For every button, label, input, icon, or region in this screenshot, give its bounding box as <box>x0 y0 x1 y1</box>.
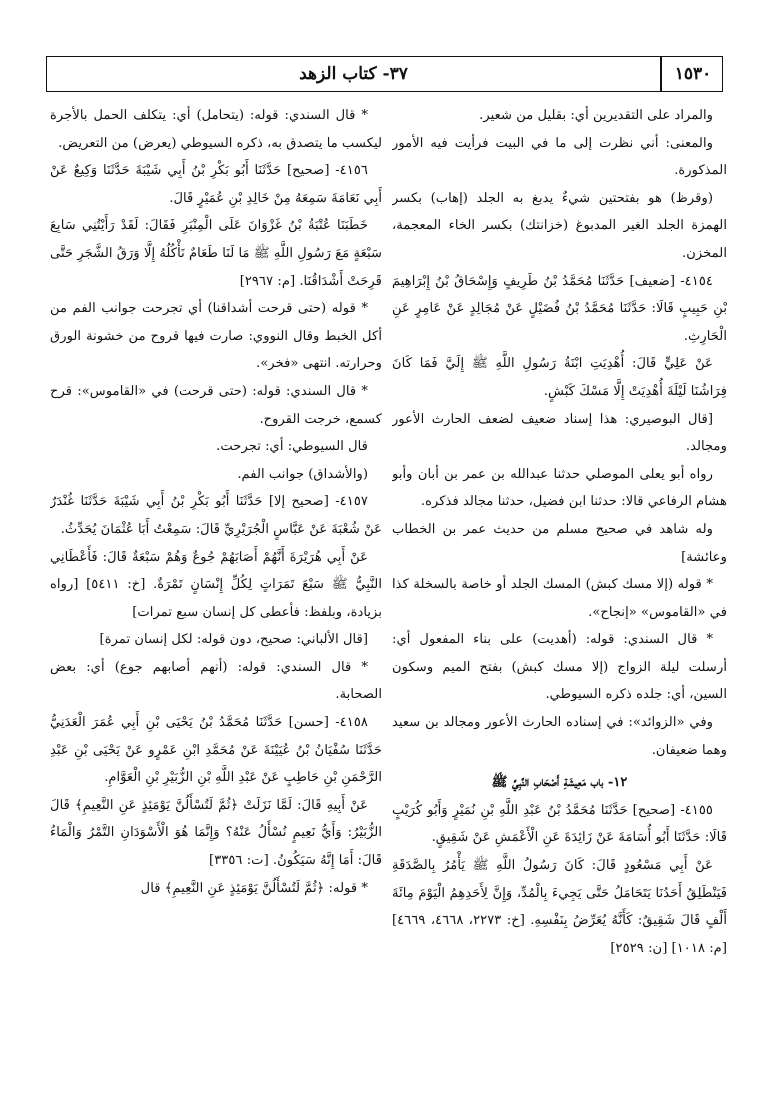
hadith-text: عَنْ أَبِي هُرَيْرَةَ أَنَّهُمْ أَصَابَهُمْ جُوعٌ وَهُمْ سَبْعَةٌ قَالَ: فَأَعْطَانِي النَّبِيُّ ﷺ سَبْعَ تَمَرَاتٍ لِكُلِّ إِنْسَانٍ تَمْرَةٌ. [خ: ٥٤١١] [رواه بزيادة، وبلفظ: فأعطى كل إنسان سبع تمرات] <box>50 549 382 620</box>
commentary: وفي «الزوائد»: في إسناده الحارث الأعور ومجالد بن سعيد وهما ضعيفان. <box>392 715 727 758</box>
hadith-text: عَنْ عَلِيٍّ قَالَ: أُهْدِيَتِ ابْنَةُ رَسُولِ اللَّهِ ﷺ إِلَيَّ فَمَا كَانَ فِرَاشُنَا لَيْلَةَ أُهْدِيَتْ إِلَّا مَسْكَ كَبْشٍ. <box>392 356 727 399</box>
commentary: * قال السندي: قوله: (أهديت) على بناء المفعول أي: أرسلت ليلة الزواج (إلا مسك كبش) بفتح الميم وسكون السين، أي: جلده ذكره السيوطي. <box>392 632 727 703</box>
commentary: * قال السندي: قوله: (حتى قرحت) في «القاموس»: قرح كسمع، خرجت القروح. <box>50 383 382 427</box>
right-column <box>392 102 727 1102</box>
paragraph: (وقرظ) هو بفتحتين شيءٌ يدبغ به الجلد (إهاب) بكسر الهمزة الجلد الغير المدبوغ (خزانتك) بكسر الخاء المعجمة، المخزن. <box>392 190 727 261</box>
header-divider <box>660 57 662 91</box>
commentary: قال السيوطي: أي: تجرحت. <box>216 439 368 455</box>
commentary: * قال السندي: قوله: (يتحامل) أي: يتكلف الحمل بالأجرة ليكسب ما يتصدق به، ذكره السيوطي (يعرض) من التعريض. <box>50 108 382 151</box>
chapter-heading: ١٢- باب مَعِيشَةِ أَصْحَابِ النَّبِيِّ ﷺ <box>491 775 628 791</box>
paragraph: رواه أبو يعلى الموصلي حدثنا عبدالله بن عمر بن أبان وأبو هشام الرفاعي قالا: حدثنا ابن فضيل، حدثنا مجالد فذكره. <box>392 466 727 510</box>
paragraph: والمراد على التقديرين أي: بقليل من شعير. <box>479 108 713 123</box>
paragraph: [قال البوصيري: هذا إسناد ضعيف لضعف الحارث الأعور ومجالد. <box>392 411 727 455</box>
hadith-text: عَنْ أَبِي مَسْعُودٍ قَالَ: كَانَ رَسُولُ اللَّهِ ﷺ يَأْمُرُ بِالصَّدَقَةِ فَيَنْطَلِقُ أَحَدُنَا يَتَحَامَلُ حَتَّى يَجِيءَ بِالْمُدِّ، وَإِنَّ لِأَحَدِهِمُ الْيَوْمَ مِائَةَ أَلْفٍ قَالَ شَقِيقٌ: كَأَنَّهُ يُعَرِّضُ بِنَفْسِهِ. [خ: ٢٢٧٣، ٤٦٦٨، ٤٦٦٩] [م: ١٠١٨] [ن: ٢٥٢٩] <box>392 858 727 956</box>
hadith-text: عَنْ أَبِيهِ قَالَ: لَمَّا نَزَلَتْ ﴿ثُمَّ لَتُسْأَلُنَّ يَوْمَئِذٍ عَنِ النَّعِيمِ﴾ قَالَ الزُّبَيْرُ: وَأَيُّ نَعِيمٍ نُسْأَلُ عَنْهُ؟ وَإِنَّمَا هُوَ الْأَسْوَدَانِ التَّمْرُ وَالْمَاءُ قَالَ: أَمَا إِنَّهُ سَيَكُونُ. [ت: ٣٣٥٦] <box>50 797 382 869</box>
paragraph: وله شاهد في صحيح مسلم من حديث عمر بن الخطاب وعائشة] <box>392 521 727 565</box>
hadith-chain: ٤١٥٦- [صحيح] حَدَّثَنَا أَبُو بَكْرِ بْنُ أَبِي شَيْبَةَ حَدَّثَنَا وَكِيعٌ عَنْ أَبِي نَعَامَةَ سَمِعَهُ مِنْ خَالِدِ بْنِ عُمَيْرٍ قَالَ. <box>50 163 382 206</box>
hadith-chain: ٤١٥٨- [حسن] حَدَّثَنَا مُحَمَّدُ بْنُ يَحْيَى بْنِ أَبِي عُمَرَ الْعَدَنِيُّ حَدَّثَنَا سُفْيَانُ بْنُ عُيَيْنَةَ عَنْ مُحَمَّدِ ابْنِ عَمْرٍو عَنْ يَحْيَى بْنِ عَبْدِ الرَّحْمَنِ بْنِ حَاطِبٍ عَنْ عَبْدِ اللَّهِ بْنِ الزُّبَيْرِ بْنِ الْعَوَّامِ. <box>50 715 382 786</box>
book-title: ٣٧- كتاب الزهد <box>299 64 408 84</box>
hadith-chain: ٤١٥٧- [صحيح إلا] حَدَّثَنَا أَبُو بَكْرِ بْنُ أَبِي شَيْبَةَ حَدَّثَنَا غُنْدَرٌ عَنْ شُعْبَةَ عَنْ عَبَّاسٍ الْجُرَيْرِيِّ قَالَ: سَمِعْتُ أَبَا عُثْمَانَ يُحَدِّثُ. <box>50 494 382 537</box>
commentary: * قوله (إلا مسك كبش) المسك الجلد أو خاصة بالسخلة كذا في «القاموس» «إنجاح». <box>392 577 727 620</box>
commentary: * قوله (حتى قرحت أشداقنا) أي تجرحت جوانب الفم من أكل الخبط وقال النووي: صارت فيها قروح من خشونة الورق وحرارته. انتهى «فخر». <box>50 301 382 372</box>
page-number: ١٥٣٠ <box>674 64 712 84</box>
left-column <box>50 102 382 1102</box>
commentary: * قوله: ﴿ثُمَّ لَتُسْأَلُنَّ يَوْمَئِذٍ عَنِ النَّعِيمِ﴾ قال <box>140 880 368 896</box>
commentary: (والأشداق) جوانب الفم. <box>237 466 368 482</box>
commentary: * قال السندي: قوله: (أنهم أصابهم جوع) أي: بعض الصحابة. <box>50 659 382 703</box>
paragraph: والمعنى: أني نظرت إلى ما في البيت فرأيت فيه الأمور المذكورة. <box>392 135 727 179</box>
hadith-chain: ٤١٥٤- [ضعيف] حَدَّثَنَا مُحَمَّدُ بْنُ طَرِيفٍ وَإِسْحَاقُ بْنُ إِبْرَاهِيمَ بْنِ حَبِيبٍ قَالَا: حَدَّثَنَا مُحَمَّدُ بْنُ فُضَيْلٍ عَنْ مُجَالِدٍ عَنْ عَامِرٍ عَنِ الْحَارِثِ. <box>392 273 727 344</box>
page-header <box>46 56 723 92</box>
paragraph: [قال الألباني: صحيح، دون قوله: لكل إنسان تمرة] <box>99 632 368 648</box>
hadith-text: خَطَبَنَا عُتْبَةُ بْنُ غَزْوَانَ عَلَى الْمِنْبَرِ فَقَالَ: لَقَدْ رَأَيْتُنِي سَابِعَ سَبْعَةٍ مَعَ رَسُولِ اللَّهِ ﷺ مَا لَنَا طَعَامٌ نَأْكُلُهُ إِلَّا وَرَقُ الشَّجَرِ حَتَّى قَرِحَتْ أَشْدَاقُنَا. [م: ٢٩٦٧] <box>50 218 382 289</box>
hadith-chain: ٤١٥٥- [صحيح] حَدَّثَنَا مُحَمَّدُ بْنُ عَبْدِ اللَّهِ بْنِ نُمَيْرٍ وَأَبُو كُرَيْبٍ قَالَا: حَدَّثَنَا أَبُو أُسَامَةَ عَنْ زَائِدَةَ عَنِ الْأَعْمَشِ عَنْ شَقِيقٍ. <box>392 802 727 846</box>
